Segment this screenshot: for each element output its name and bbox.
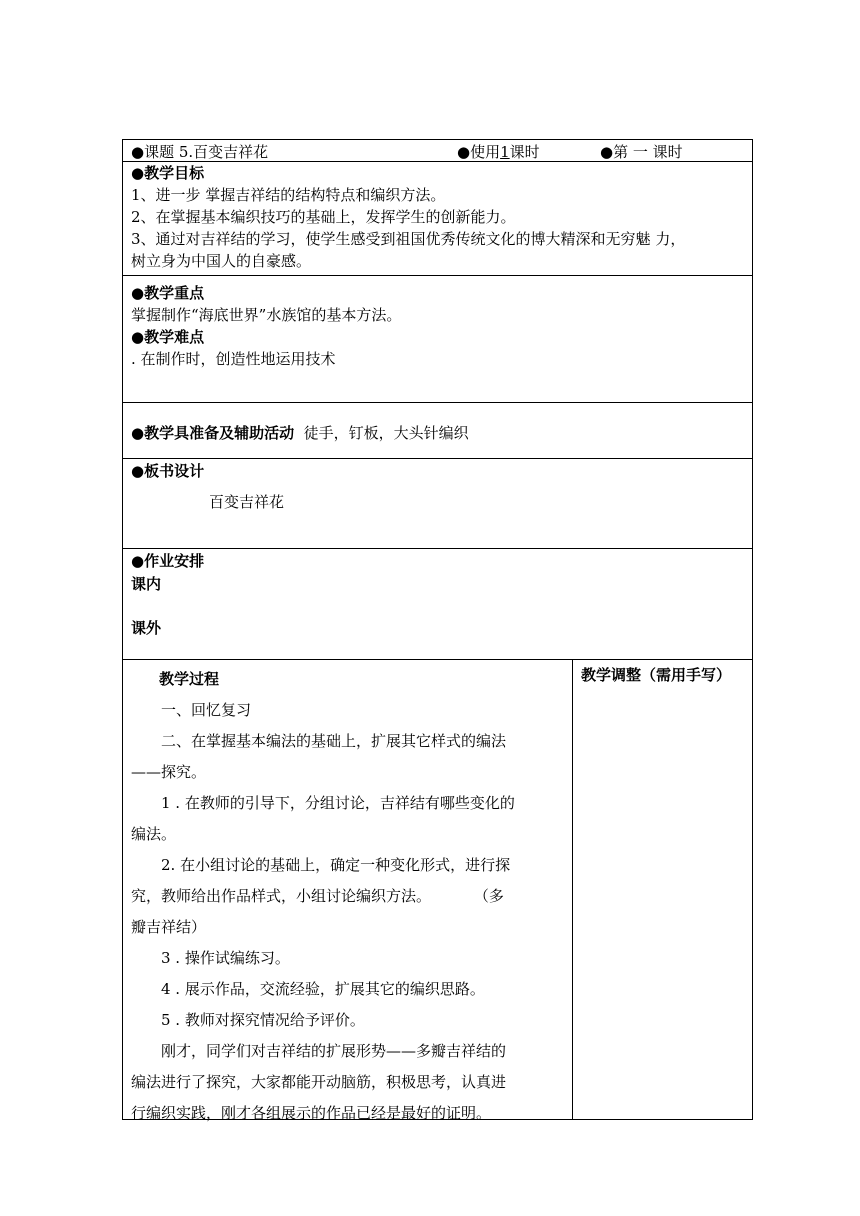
current-hour: ●第 一 课时	[600, 143, 683, 161]
board-section	[122, 459, 753, 549]
key-points-heading: ●教学重点	[131, 284, 205, 302]
process-line: 2. 在小组讨论的基础上，确定一种变化形式，进行探	[161, 856, 511, 874]
board-heading: ●板书设计	[131, 462, 205, 480]
difficulty-text: . 在制作时，创造性地运用技术	[131, 350, 336, 368]
objectives-section	[122, 162, 753, 276]
lesson-topic: ●课题 5.百变吉祥花	[131, 143, 269, 161]
process-line: 4 . 展示作品，交流经验，扩展其它的编织思路。	[161, 980, 485, 998]
process-line: 二、在掌握基本编法的基础上，扩展其它样式的编法	[161, 732, 507, 750]
homework-section	[122, 549, 753, 660]
process-line: 1 . 在教师的引导下，分组讨论，吉祥结有哪些变化的	[161, 794, 515, 812]
key-points-text: 掌握制作“海底世界”水族馆的基本方法。	[131, 306, 402, 324]
process-line: 究，教师给出作品样式，小组讨论编织方法。 （多	[131, 887, 504, 905]
tools-text: 徒手，钉板，大头针编织	[303, 424, 469, 442]
process-column	[123, 660, 573, 1122]
process-heading: 教学过程	[159, 670, 220, 688]
homework-heading: ●作业安排	[131, 552, 205, 570]
process-line: 3 . 操作试编练习。	[161, 949, 290, 967]
process-line: 行编织实践，刚才各组展示的作品已经是最好的证明。	[131, 1104, 492, 1122]
objective-item: 1、进一步 掌握吉祥结的结构特点和编织方法。	[131, 186, 446, 204]
process-line: 编法进行了探究，大家都能开动脑筋，积极思考，认真进	[131, 1073, 507, 1091]
difficulty-heading: ●教学难点	[131, 328, 205, 346]
process-section	[122, 660, 753, 1120]
process-line: 瓣吉祥结）	[131, 918, 207, 936]
objective-item: 2、在掌握基本编织技巧的基础上，发挥学生的创新能力。	[131, 208, 516, 226]
lesson-plan-table	[122, 139, 753, 1120]
tools-section	[122, 403, 753, 459]
homework-inside: 课内	[131, 575, 162, 593]
objective-item: 3、通过对吉祥结的学习，使学生感受到祖国优秀传统文化的博大精深和无穷魅 力，	[131, 230, 686, 248]
homework-outside: 课外	[131, 619, 162, 637]
objective-item: 树立身为中国人的自豪感。	[131, 252, 312, 270]
process-line: 5 . 教师对探究情况给予评价。	[161, 1011, 365, 1029]
board-text: 百变吉祥花	[209, 493, 285, 511]
process-line: ——探究。	[131, 763, 207, 781]
key-points-section	[122, 276, 753, 403]
process-line: 刚才，同学们对吉祥结的扩展形势——多瓣吉祥结的	[161, 1042, 507, 1060]
adjustment-column	[573, 660, 752, 1119]
adjustment-heading: 教学调整（需用手写）	[581, 666, 732, 684]
class-hours: ●使用1课时	[457, 143, 540, 161]
process-line: 一、回忆复习	[161, 701, 252, 719]
title-row	[122, 139, 753, 162]
process-line: 编法。	[131, 825, 177, 843]
objectives-heading: ●教学目标	[131, 164, 205, 182]
tools-heading: ●教学具准备及辅助活动	[131, 424, 295, 442]
